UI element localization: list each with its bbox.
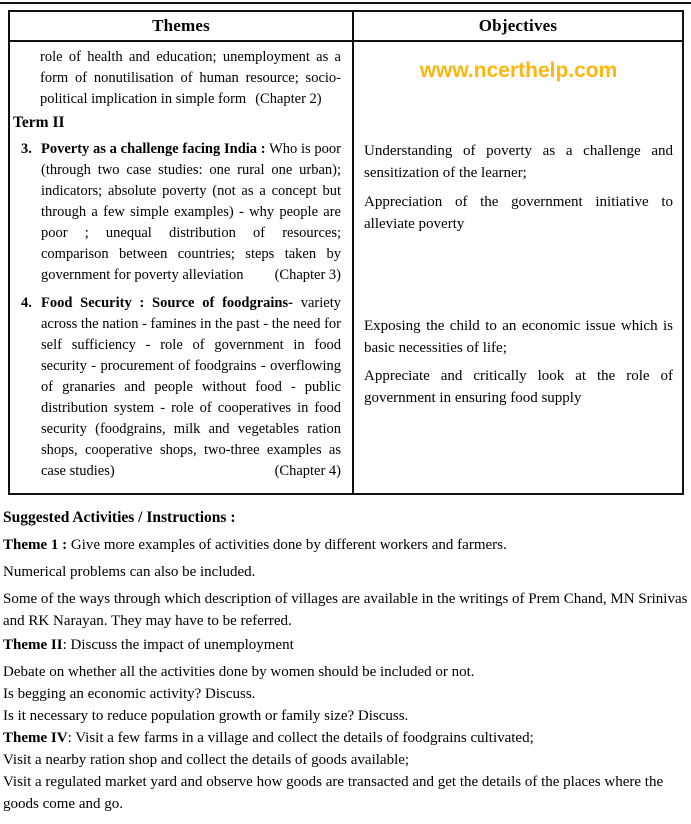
chapter-ref-2: (Chapter 2)	[255, 91, 322, 107]
item-body-3	[41, 139, 341, 286]
suggested-activities-section	[3, 507, 689, 815]
suggested-entry: Visit a regulated market yard and observe how goods are transacted and get the details of the places where the goods come and go.	[3, 774, 664, 812]
carryover-theme-paragraph	[40, 47, 341, 110]
carryover-theme-text: role of health and education; unemployment as a form of nonutilisation of human resource; socio-political implication in simple form	[40, 49, 341, 107]
suggested-entry: Visit a nearby ration shop and collect the details of goods available;	[3, 752, 410, 768]
objectives-column-header: Objectives	[352, 12, 682, 42]
objective-paragraph: Appreciation of the government initiative to alleviate poverty	[364, 194, 673, 232]
objectives-column-body	[352, 42, 682, 493]
themes-objectives-table	[8, 10, 684, 495]
suggested-entry-theme1: Theme 1 : Give more examples of activities done by different workers and farmers.	[3, 537, 507, 553]
item-number-4: 4.	[21, 295, 32, 311]
watermark: www.ncerthelp.com	[419, 59, 618, 82]
themes-column-body	[10, 42, 352, 493]
suggested-heading: Suggested Activities / Instructions :	[3, 509, 236, 526]
suggested-entry: Debate on whether all the activities done by women should be included or not.	[3, 664, 475, 680]
suggested-entry: Some of the ways through which description of villages are available in the writings of Prem Chand, MN Srinivas and RK Narayan. They may have to be referred.	[3, 591, 688, 629]
suggested-entry: Is it necessary to reduce population growth or family size? Discuss.	[3, 708, 409, 724]
item-text-3: Who is poor (through two case studies: one rural one urban); indicators; absolute poverty (not as a concept but through a few simple examples) - why people are poor ; unequal distribution of resources; comparison between countries; steps taken by government for poverty alleviation	[41, 141, 342, 283]
objective-paragraph: Exposing the child to an economic issue which is basic necessities of life;	[364, 318, 673, 356]
suggested-entry: Is begging an economic activity? Discuss.	[3, 686, 256, 702]
item-title-3: Poverty as a challenge facing India :	[41, 141, 266, 157]
top-rule-line	[0, 2, 691, 4]
term-label: Term II	[13, 114, 65, 131]
chapter-ref-4: (Chapter 4)	[274, 463, 341, 479]
item-number-3: 3.	[21, 141, 32, 157]
themes-column-header: Themes	[10, 12, 352, 42]
chapter-ref-3: (Chapter 3)	[274, 267, 341, 283]
item-text-4: variety across the nation - famines in the past - the need for self sufficiency - role of government in food security - procurement of foodgrains - overflowing of granaries and people without food - public distribution system - role of cooperatives in food security (foodgrains, milk and vegetables ration shops, cooperative shops, two-three examples as case studies)	[41, 295, 341, 479]
item-body-4	[41, 293, 341, 482]
objective-paragraph: Appreciate and critically look at the role of government in ensuring food supply	[364, 368, 673, 406]
item-title-4: Food Security : Source of foodgrains-	[41, 295, 293, 311]
suggested-entry-theme4: Theme IV: Visit a few farms in a village and collect the details of foodgrains cultivated;	[3, 730, 534, 746]
objectives-item-3	[364, 140, 673, 235]
theme-item-4	[12, 293, 341, 482]
theme-item-3	[12, 139, 341, 286]
suggested-entry: Numerical problems can also be included.	[3, 564, 256, 580]
objective-paragraph: Understanding of poverty as a challenge and sensitization of the learner;	[364, 143, 673, 181]
suggested-entry-theme2: Theme II: Discuss the impact of unemployment	[3, 637, 294, 653]
objectives-item-4	[364, 315, 673, 409]
